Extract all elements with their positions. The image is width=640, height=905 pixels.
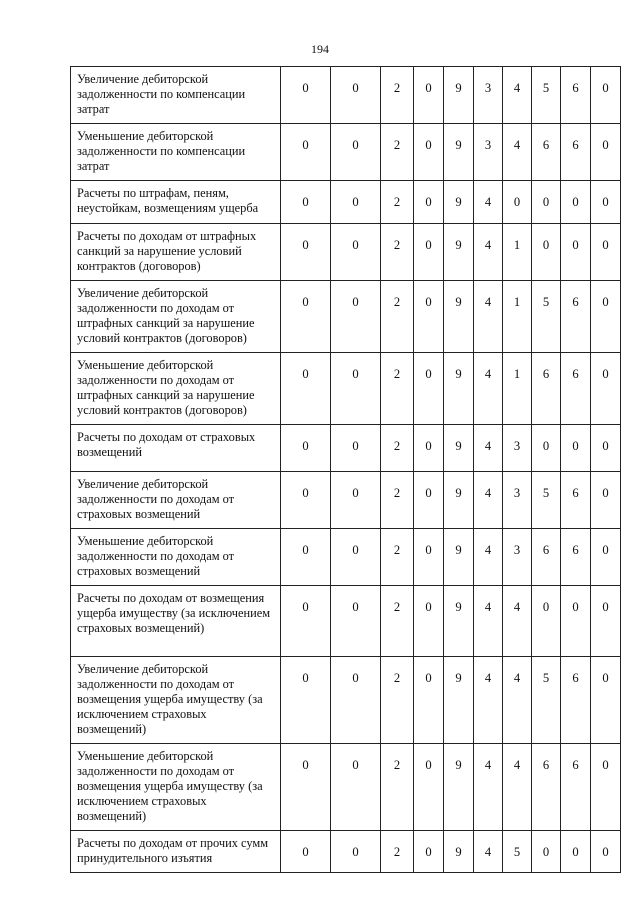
- table-row: [71, 831, 621, 873]
- account-description: Расчеты по доходам от страховых возмещений: [71, 425, 281, 472]
- code-digit: 4: [474, 586, 503, 657]
- code-digit: 6: [561, 281, 591, 353]
- code-digit: 5: [532, 657, 561, 744]
- code-digit: 0: [331, 224, 381, 281]
- code-digit: 1: [503, 281, 532, 353]
- code-digit: 1: [503, 353, 532, 425]
- code-digit: 0: [281, 67, 331, 124]
- code-digit: 4: [503, 657, 532, 744]
- code-digit: 0: [414, 586, 444, 657]
- code-digit: 3: [474, 124, 503, 181]
- code-digit: 0: [532, 224, 561, 281]
- code-digit: 2: [381, 281, 414, 353]
- code-digit: 0: [503, 181, 532, 224]
- code-digit: 9: [444, 657, 474, 744]
- code-digit: 0: [331, 744, 381, 831]
- code-digit: 0: [414, 472, 444, 529]
- code-digit: 9: [444, 529, 474, 586]
- account-description: Увеличение дебиторской задолженности по доходам от страховых возмещений: [71, 472, 281, 529]
- account-description: Уменьшение дебиторской задолженности по доходам от штрафных санкций за нарушение условий контрактов (договоров): [71, 353, 281, 425]
- code-digit: 9: [444, 67, 474, 124]
- code-digit: 9: [444, 744, 474, 831]
- code-digit: 4: [474, 744, 503, 831]
- table-row: [71, 744, 621, 831]
- code-digit: 0: [591, 353, 621, 425]
- code-digit: 4: [474, 831, 503, 873]
- code-digit: 0: [532, 831, 561, 873]
- code-digit: 0: [532, 586, 561, 657]
- code-digit: 0: [281, 657, 331, 744]
- code-digit: 6: [561, 472, 591, 529]
- account-description: Расчеты по доходам от штрафных санкций за нарушение условий контрактов (договоров): [71, 224, 281, 281]
- code-digit: 9: [444, 586, 474, 657]
- code-digit: 2: [381, 831, 414, 873]
- code-digit: 0: [281, 529, 331, 586]
- code-digit: 0: [414, 353, 444, 425]
- code-digit: 9: [444, 224, 474, 281]
- code-digit: 5: [532, 67, 561, 124]
- code-digit: 0: [331, 529, 381, 586]
- code-digit: 9: [444, 831, 474, 873]
- code-digit: 4: [474, 425, 503, 472]
- code-digit: 6: [561, 744, 591, 831]
- code-digit: 0: [281, 353, 331, 425]
- code-digit: 4: [503, 586, 532, 657]
- code-digit: 9: [444, 353, 474, 425]
- code-digit: 0: [281, 124, 331, 181]
- code-digit: 0: [281, 425, 331, 472]
- code-digit: 0: [331, 425, 381, 472]
- code-digit: 0: [414, 529, 444, 586]
- code-digit: 0: [591, 281, 621, 353]
- table-row: [71, 529, 621, 586]
- code-digit: 2: [381, 181, 414, 224]
- code-digit: 5: [532, 281, 561, 353]
- table-body: [71, 67, 621, 873]
- table-row: [71, 425, 621, 472]
- code-digit: 4: [503, 744, 532, 831]
- account-description: Увеличение дебиторской задолженности по доходам от штрафных санкций за нарушение условий контрактов (договоров): [71, 281, 281, 353]
- code-digit: 2: [381, 744, 414, 831]
- code-digit: 4: [474, 281, 503, 353]
- code-digit: 2: [381, 472, 414, 529]
- code-digit: 0: [331, 124, 381, 181]
- account-description: Увеличение дебиторской задолженности по доходам от возмещения ущерба имуществу (за исключением страховых возмещений): [71, 657, 281, 744]
- code-digit: 0: [331, 657, 381, 744]
- table-row: [71, 67, 621, 124]
- code-digit: 4: [474, 224, 503, 281]
- code-digit: 6: [532, 124, 561, 181]
- table-row: [71, 181, 621, 224]
- code-digit: 4: [474, 353, 503, 425]
- code-digit: 0: [591, 586, 621, 657]
- code-digit: 0: [281, 831, 331, 873]
- code-digit: 0: [591, 472, 621, 529]
- code-digit: 0: [591, 124, 621, 181]
- code-digit: 6: [532, 744, 561, 831]
- code-digit: 0: [561, 586, 591, 657]
- table-row: [71, 586, 621, 657]
- code-digit: 0: [414, 67, 444, 124]
- code-digit: 2: [381, 586, 414, 657]
- code-digit: 9: [444, 124, 474, 181]
- code-digit: 9: [444, 425, 474, 472]
- code-digit: 4: [503, 67, 532, 124]
- code-digit: 2: [381, 124, 414, 181]
- code-digit: 3: [503, 529, 532, 586]
- table-row: [71, 124, 621, 181]
- code-digit: 0: [281, 472, 331, 529]
- code-digit: 2: [381, 425, 414, 472]
- code-digit: 0: [591, 67, 621, 124]
- code-digit: 6: [561, 67, 591, 124]
- table-row: [71, 472, 621, 529]
- code-digit: 0: [591, 425, 621, 472]
- code-digit: 0: [591, 181, 621, 224]
- code-digit: 0: [561, 831, 591, 873]
- code-digit: 0: [281, 181, 331, 224]
- code-digit: 0: [281, 744, 331, 831]
- code-digit: 6: [532, 353, 561, 425]
- code-digit: 0: [331, 281, 381, 353]
- code-digit: 2: [381, 657, 414, 744]
- code-digit: 4: [474, 529, 503, 586]
- code-digit: 0: [414, 181, 444, 224]
- account-description: Увеличение дебиторской задолженности по компенсации затрат: [71, 67, 281, 124]
- code-digit: 0: [532, 425, 561, 472]
- code-digit: 0: [414, 124, 444, 181]
- code-digit: 6: [532, 529, 561, 586]
- code-digit: 6: [561, 657, 591, 744]
- code-digit: 0: [414, 831, 444, 873]
- code-digit: 0: [532, 181, 561, 224]
- code-digit: 0: [331, 472, 381, 529]
- code-digit: 3: [503, 425, 532, 472]
- account-description: Уменьшение дебиторской задолженности по компенсации затрат: [71, 124, 281, 181]
- account-code-table: [70, 66, 621, 873]
- code-digit: 0: [414, 744, 444, 831]
- account-description: Уменьшение дебиторской задолженности по доходам от страховых возмещений: [71, 529, 281, 586]
- code-digit: 2: [381, 353, 414, 425]
- table-row: [71, 281, 621, 353]
- table-row: [71, 657, 621, 744]
- code-digit: 0: [331, 353, 381, 425]
- code-digit: 4: [503, 124, 532, 181]
- code-digit: 0: [281, 586, 331, 657]
- code-digit: 0: [331, 181, 381, 224]
- code-digit: 9: [444, 181, 474, 224]
- code-digit: 0: [414, 224, 444, 281]
- code-digit: 0: [591, 657, 621, 744]
- code-digit: 0: [591, 529, 621, 586]
- code-digit: 0: [414, 657, 444, 744]
- account-description: Расчеты по штрафам, пеням, неустойкам, возмещениям ущерба: [71, 181, 281, 224]
- table-row: [71, 353, 621, 425]
- code-digit: 9: [444, 472, 474, 529]
- code-digit: 2: [381, 224, 414, 281]
- code-digit: 6: [561, 353, 591, 425]
- table-row: [71, 224, 621, 281]
- code-digit: 6: [561, 124, 591, 181]
- code-digit: 0: [591, 831, 621, 873]
- code-digit: 0: [591, 744, 621, 831]
- code-digit: 0: [281, 224, 331, 281]
- code-digit: 0: [561, 425, 591, 472]
- account-description: Расчеты по доходам от возмещения ущерба имуществу (за исключением страховых возмещений): [71, 586, 281, 657]
- code-digit: 2: [381, 529, 414, 586]
- account-description: Расчеты по доходам от прочих сумм принудительного изъятия: [71, 831, 281, 873]
- code-digit: 0: [561, 224, 591, 281]
- account-description: Уменьшение дебиторской задолженности по доходам от возмещения ущерба имуществу (за исключением страховых возмещений): [71, 744, 281, 831]
- code-digit: 4: [474, 181, 503, 224]
- code-digit: 3: [474, 67, 503, 124]
- code-digit: 0: [414, 425, 444, 472]
- code-digit: 0: [591, 224, 621, 281]
- code-digit: 3: [503, 472, 532, 529]
- code-digit: 0: [281, 281, 331, 353]
- code-digit: 4: [474, 472, 503, 529]
- code-digit: 0: [561, 181, 591, 224]
- code-digit: 4: [474, 657, 503, 744]
- code-digit: 0: [331, 67, 381, 124]
- code-digit: 5: [503, 831, 532, 873]
- code-digit: 6: [561, 529, 591, 586]
- code-digit: 0: [414, 281, 444, 353]
- code-digit: 0: [331, 831, 381, 873]
- page-number: 194: [311, 42, 329, 56]
- code-digit: 1: [503, 224, 532, 281]
- code-digit: 5: [532, 472, 561, 529]
- code-digit: 2: [381, 67, 414, 124]
- code-digit: 0: [331, 586, 381, 657]
- code-digit: 9: [444, 281, 474, 353]
